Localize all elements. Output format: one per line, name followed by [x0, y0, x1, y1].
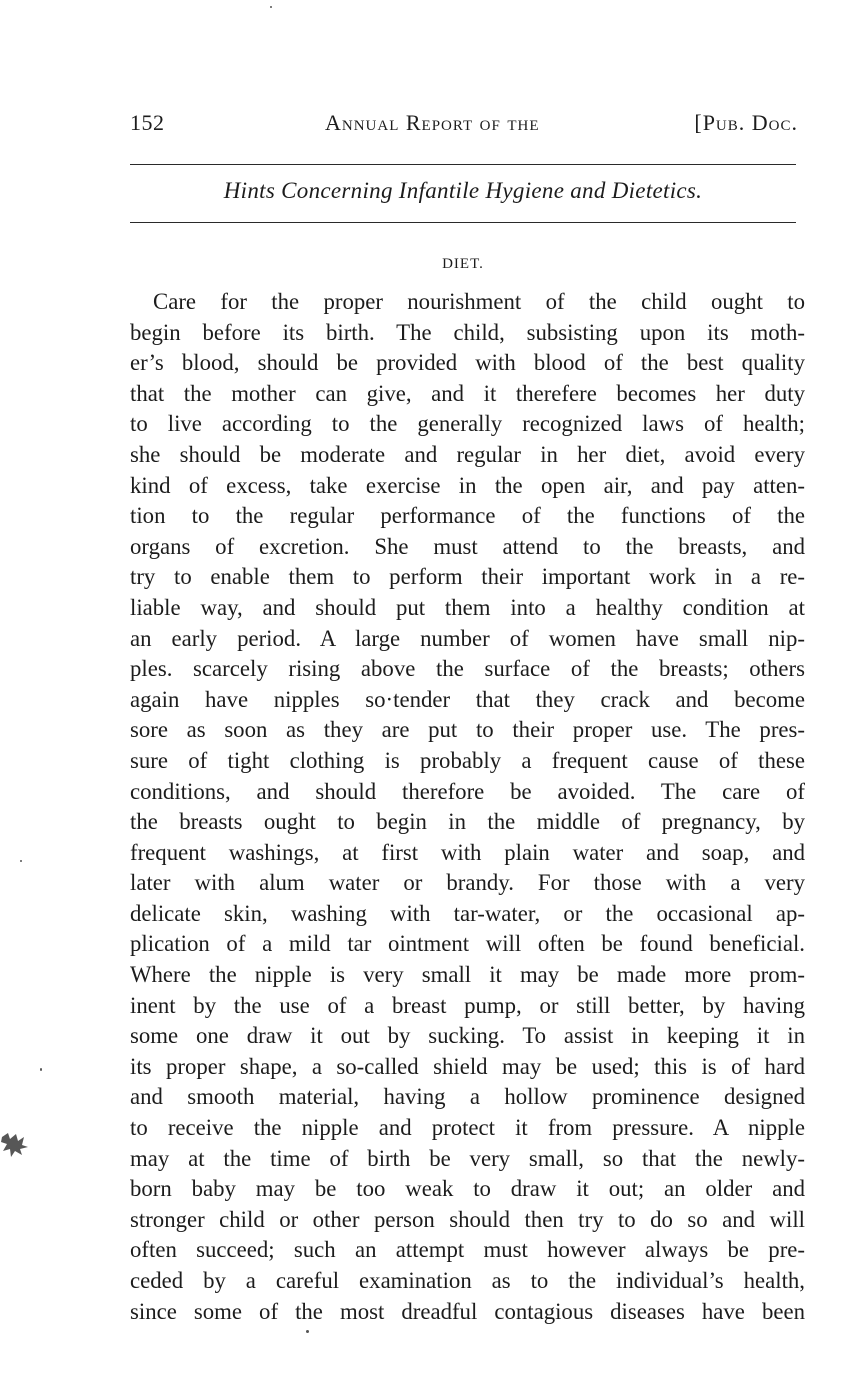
scan-speck — [20, 860, 22, 862]
text-line: and smooth material, having a hollow prominence designed — [130, 1084, 805, 1110]
scan-speck — [270, 6, 272, 8]
text-line: er’s blood, should be provided with blood of the best quality — [130, 350, 805, 376]
body-paragraph — [130, 287, 805, 1327]
text-line: Where the nipple is very small it may be made more prom- — [130, 962, 805, 988]
text-line: later with alum water or brandy. For those with a very — [130, 870, 805, 896]
page-number: 152 — [130, 110, 165, 135]
text-line: sure of tight clothing is probably a frequent cause of these — [130, 747, 805, 773]
text-line: some one draw it out by sucking. To assist in keeping it in — [130, 1023, 805, 1049]
text-line: inent by the use of a breast pump, or still better, by having — [130, 992, 805, 1018]
text-line: often succeed; such an attempt must however always be pre- — [130, 1237, 805, 1263]
text-line: delicate skin, washing with tar-water, or the occasional ap- — [130, 900, 805, 926]
text-line: born baby may be too weak to draw it out; an older and — [130, 1176, 805, 1202]
text-line: to live according to the generally recognized laws of health; — [130, 411, 805, 437]
scan-speck — [306, 1330, 309, 1333]
header-document-label: [Pub. Doc. — [694, 110, 798, 135]
running-header — [130, 110, 798, 142]
text-line: that the mother can give, and it therefere becomes her duty — [130, 380, 805, 406]
text-line: organs of excretion. She must attend to the breasts, and — [130, 533, 805, 559]
text-line: stronger child or other person should then try to do so and will — [130, 1206, 805, 1232]
text-line: again have nipples so·tender that they crack and become — [130, 686, 805, 712]
text-line: conditions, and should therefore be avoided. The care of — [130, 778, 805, 804]
text-line: liable way, and should put them into a healthy condition at — [130, 594, 805, 620]
ink-blot-mark — [0, 1125, 32, 1159]
text-line: try to enable them to perform their important work in a re- — [130, 564, 805, 590]
header-title: Annual Report of the — [325, 110, 540, 135]
text-line: tion to the regular performance of the functions of the — [130, 503, 805, 529]
text-line: frequent washings, at first with plain water and soap, and — [130, 839, 805, 865]
text-line: ples. scarcely rising above the surface of the breasts; others — [130, 656, 805, 682]
text-line: begin before its birth. The child, subsisting upon its moth- — [130, 319, 805, 345]
text-line: its proper shape, a so-called shield may be used; this is of hard — [130, 1053, 805, 1079]
text-line: ceded by a careful examination as to the individual’s health, — [130, 1268, 805, 1293]
top-rule — [130, 164, 796, 165]
section-heading: Hints Concerning Infantile Hygiene and Dietetics. — [223, 178, 703, 203]
text-line: to receive the nipple and protect it from pressure. A nipple — [130, 1115, 805, 1141]
text-line: may at the time of birth be very small, so that the newly- — [130, 1145, 805, 1171]
text-line: kind of excess, take exercise in the open air, and pay atten- — [130, 472, 805, 498]
text-line: since some of the most dreadful contagious diseases have been — [130, 1298, 805, 1324]
text-line: Care for the proper nourishment of the child ought to — [153, 289, 805, 314]
text-line: sore as soon as they are put to their proper use. The pres- — [130, 717, 805, 743]
bottom-rule — [130, 222, 796, 223]
diet-subheading: DIET. — [442, 256, 484, 272]
text-line: the breasts ought to begin in the middle of pregnancy, by — [130, 809, 805, 835]
text-line: she should be moderate and regular in her diet, avoid every — [130, 441, 805, 467]
scan-speck — [40, 1068, 42, 1071]
text-line: an early period. A large number of women have small nip- — [130, 625, 805, 651]
text-line: plication of a mild tar ointment will often be found beneficial. — [130, 931, 805, 957]
